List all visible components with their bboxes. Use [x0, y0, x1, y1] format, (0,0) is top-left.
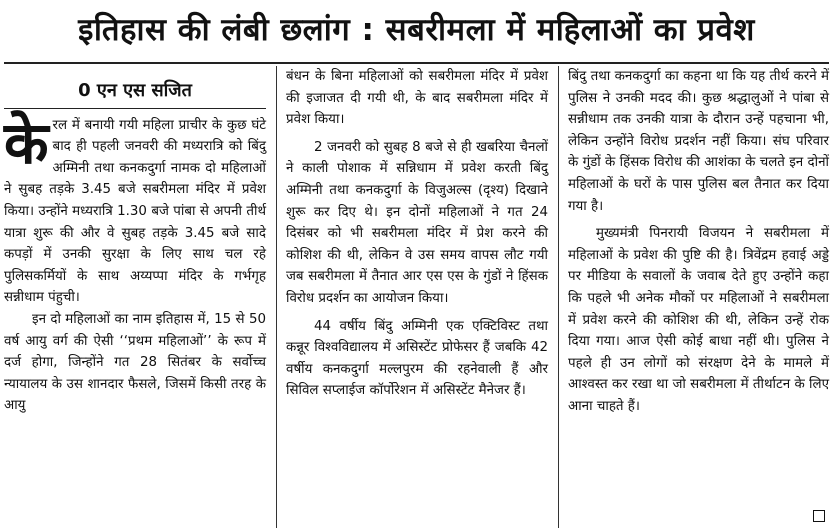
paragraph-2: इन दो महिलाओं का नाम इतिहास में, 15 से 50 वर्ष आयु वर्ग की ऐसी ‘‘प्रथम महिलाओं’’ के रूप में दर्ज होगा, जिन्होंने गत 28 सितंबर के सर्वोच्च न्यायालय के उस शानदार फैसले, जिसमें किसी तरह के आयु — [4, 311, 266, 414]
drop-cap: के — [4, 108, 49, 177]
author-byline: 0 एन एस सजित — [4, 76, 266, 109]
paragraph-4: 2 जनवरी को सुबह 8 बजे से ही खबरिया चैनलों ने काली पोशाक में सन्निधाम में प्रवेश करती बिंदु अम्मिनी तथा कनकदुर्गा के विजुअल्स (दृश्य) दिखाने शुरू कर दिए थे। इन दोनों महिलाओं ने गत 24 दिसंबर को भी सबरीमला मंदिर में प्रेश करने की कोशिश की थी, लेकिन वे उस समय वापस लौट गयी जब सबरीमला में तैनात आर एस एस के गुंडों ने हिंसक विरोध प्रदर्शन का आयोजन किया। — [286, 139, 548, 306]
paragraph-5: 44 वर्षीय बिंदु अम्मिनी एक एक्टिविस्ट तथा कन्नूर विश्वविद्यालय में असिस्टेंट प्रोफेसर हैं जबकि 42 वर्षीय कनकदुर्गा मल्लपुरम की रहनेवाली हैं और सिविल सप्लाईज कॉर्पोरेशन में असिस्टेंट मैनेजर हैं। — [286, 318, 548, 399]
end-of-article-mark — [813, 510, 825, 522]
article-column-1 — [4, 66, 266, 417]
column-divider-2 — [558, 66, 559, 528]
article-column-3 — [568, 66, 829, 418]
column-divider-1 — [276, 66, 277, 528]
article-headline: इतिहास की लंबी छलांग : सबरीमला में महिलाओं का प्रवेश — [78, 12, 755, 48]
paragraph-6: बिंदु तथा कनकदुर्गा का कहना था कि यह तीर्थ करने में पुलिस ने उनकी मदद की। कुछ श्रद्धालुओं ने पांबा से सन्नीधाम तक उनकी यात्रा के दौरान उन्हें पहचाना भी, लेकिन उन्होंने विरोध प्रदर्शन नहीं किया। संघ परिवार के गुंडों के हिंसक विरोध की आशंका के चलते इन दोनों महिलाओं के घरों के पास पुलिस बल तैनात कर दिया गया है। — [568, 69, 829, 214]
paragraph-1 — [4, 108, 266, 309]
article-column-2 — [286, 66, 548, 402]
paragraph-3: बंधन के बिना महिलाओं को सबरीमला मंदिर में प्रवेश की इजाजत दी गयी थी, के बाद सबरीमला मंदिर में प्रवेश किया। — [286, 69, 548, 128]
headline-rule — [4, 62, 829, 64]
paragraph-1-text: रल में बनायी गयी महिला प्राचीर के कुछ घंटे बाद ही पहली जनवरी की मध्यरात्रि को बिंदु अम्मिनी तथा कनकदुर्गा नामक दो महिलाओं ने सुबह तड़के 3.45 बजे सबरीमला मंदिर में प्रवेश किया। उन्होंने मध्यरात्रि 1.30 बजे पांबा से अपनी तीर्थ यात्रा शुरू की और वे सुबह तड़के 3.45 बजे सादे कपड़ों में उनकी सुरक्षा के लिए साथ चल रहे पुलिसकर्मियों के साथ अय्यप्पा मंदिर के गर्भगृह सन्नीधाम पंहुची। — [4, 117, 266, 306]
paragraph-7: मुख्यमंत्री पिनरायी विजयन ने सबरीमला में महिलाओं के प्रवेश की पुष्टि की है। त्रिवेंद्रम हवाई अड्डे पर मीडिया के सवालों के जवाब देते हुए उन्होंने कहा कि पहले भी अनेक मौकों पर महिलाओं ने सबरीमला में प्रवेश करने की कोशिश की थी, लेकिन उन्हें रोक दिया गया। आज ऐसी कोई बाधा नहीं थी। पुलिस ने पहले ही उन लोगों को संरक्षण देने के मामले में आश्वस्त कर रखा था जो सबरीमला में तीर्थाटन के लिए आना चाहते हैं। — [568, 226, 829, 414]
